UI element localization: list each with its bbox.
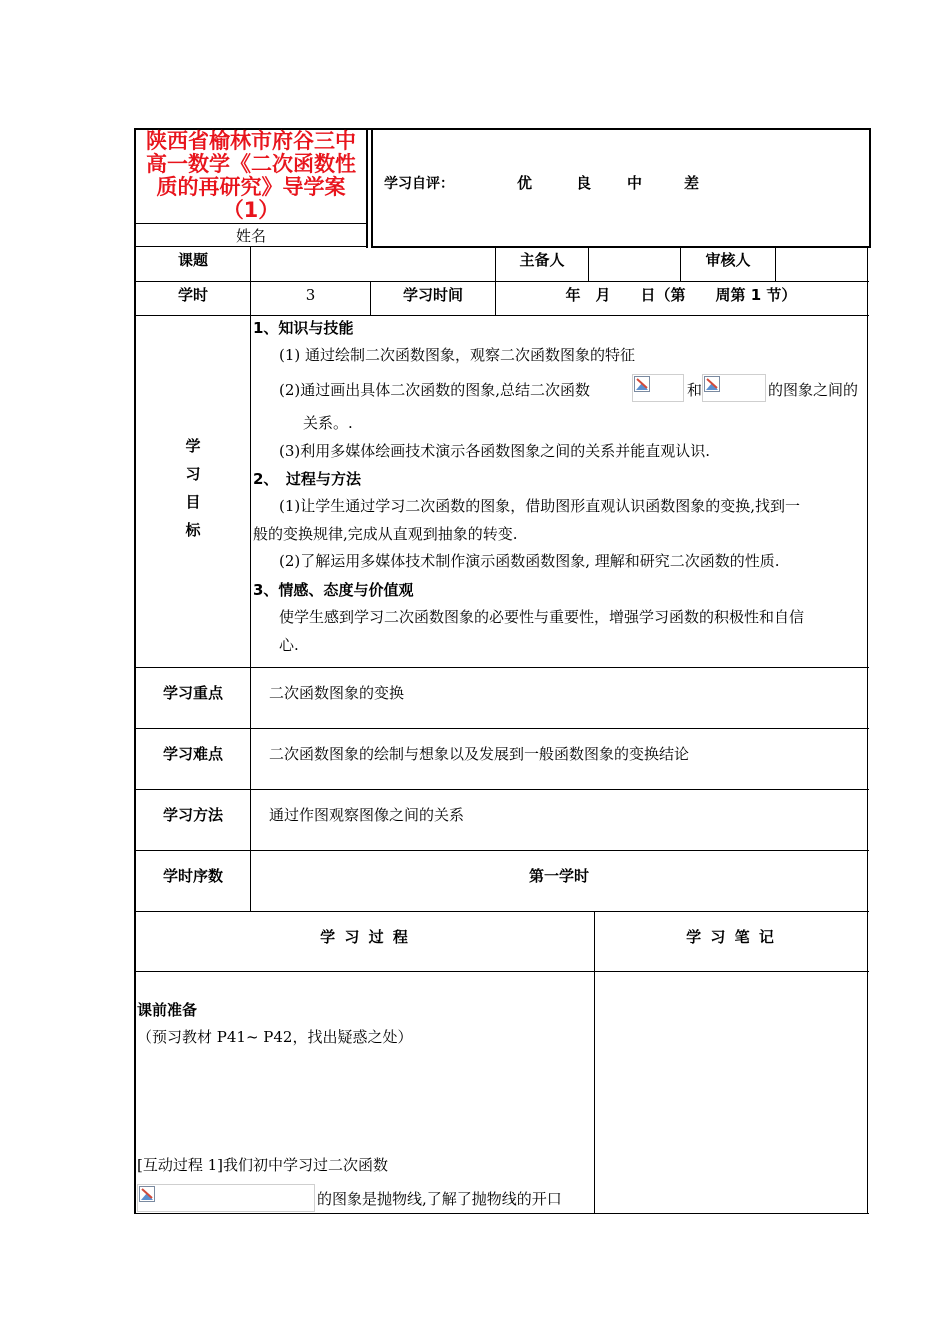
method-label: 学习方法 <box>162 806 223 824</box>
prep-text: （预习教材 P41~ P42，找出疑惑之处） <box>137 1028 413 1046</box>
reviewer-label: 审核人 <box>705 251 751 269</box>
grade-excellent[interactable]: 优 <box>517 174 533 192</box>
document-title <box>136 130 366 222</box>
goal-section-2-title: 2、 过程与方法 <box>253 470 361 488</box>
broken-image-icon <box>634 376 650 392</box>
goals-label-char: 标 <box>185 521 201 539</box>
interact-cont: 的图象是抛物线,了解了抛物线的开口 <box>317 1190 562 1208</box>
difficulty-label: 学习难点 <box>162 745 223 763</box>
goal-section-1-title: 1、知识与技能 <box>253 319 354 337</box>
title-line-1: 陕西省榆林市府谷三中 <box>146 129 356 153</box>
goals-label-char: 习 <box>185 465 201 483</box>
formula-image-2 <box>702 374 766 402</box>
goal-3-item: 使学生感到学习二次函数图象的必要性与重要性，增强学习函数的积极性和自信 <box>279 608 805 626</box>
goal-1-item-3: (3)利用多媒体绘画技术演示各函数图象之间的关系并能直观认识. <box>279 442 711 460</box>
goal-1-item-1: (1) 通过绘制二次函数图象，观察二次函数图象的特征 <box>279 346 636 364</box>
goal-1-item-2-cont: 关系。. <box>303 414 353 432</box>
session-seq-label: 学时序数 <box>162 867 223 885</box>
notes-header: 学 习 笔 记 <box>686 928 776 946</box>
time-value: 年 月 日（第 周第 1 节） <box>565 286 797 304</box>
interact-text: [互动过程 1]我们初中学习过二次函数 <box>137 1156 389 1174</box>
title-line-4: （1） <box>222 198 280 222</box>
grade-average[interactable]: 中 <box>627 174 643 192</box>
prep-title: 课前准备 <box>137 1001 198 1019</box>
formula-image-1 <box>632 374 684 402</box>
process-header: 学 习 过 程 <box>320 928 410 946</box>
difficulty-value: 二次函数图象的绘制与想象以及发展到一般函数图象的变换结论 <box>269 745 690 763</box>
self-eval-label: 学习自评： <box>384 176 454 192</box>
goals-label <box>136 432 250 544</box>
topic-label: 课题 <box>177 251 208 269</box>
goal-1-item-2: (2)通过画出具体二次函数的图象,总结二次函数 <box>279 381 591 399</box>
goal-1-item-2-tail: 的图象之间的 <box>768 381 859 399</box>
grade-poor[interactable]: 差 <box>684 174 700 192</box>
hours-value: 3 <box>305 286 316 304</box>
broken-image-icon <box>704 376 720 392</box>
goal-2-item-1: (1)让学生通过学习二次函数的图象，借助图形直观认识函数图象的变换,找到一 <box>279 497 801 515</box>
goals-label-char: 目 <box>185 493 201 511</box>
grade-good[interactable]: 良 <box>576 174 592 192</box>
goal-2-item-2: (2)了解运用多媒体技术制作演示函数函数图象, 理解和研究二次函数的性质. <box>279 552 780 570</box>
goal-section-3-title: 3、情感、态度与价值观 <box>253 581 414 599</box>
goal-1-item-2-and: 和 <box>687 381 703 399</box>
formula-image-3 <box>137 1184 315 1212</box>
title-line-3: 质的再研究》导学案 <box>156 175 346 199</box>
goals-label-char: 学 <box>185 437 201 455</box>
goal-2-item-1-cont: 般的变换规律,完成从直观到抽象的转变. <box>253 525 518 543</box>
hours-label: 学时 <box>177 286 208 304</box>
broken-image-icon <box>139 1186 155 1202</box>
session-seq-value: 第一学时 <box>528 867 589 885</box>
focus-value: 二次函数图象的变换 <box>269 684 405 702</box>
focus-label: 学习重点 <box>162 684 223 702</box>
notes-area[interactable] <box>595 972 867 1213</box>
goal-3-item-cont: 心. <box>279 636 299 654</box>
time-label: 学习时间 <box>402 286 463 304</box>
method-value: 通过作图观察图像之间的关系 <box>269 806 465 824</box>
title-line-2: 高一数学《二次函数性 <box>146 152 356 176</box>
preparer-label: 主备人 <box>519 251 565 269</box>
name-label: 姓名 <box>235 227 266 245</box>
